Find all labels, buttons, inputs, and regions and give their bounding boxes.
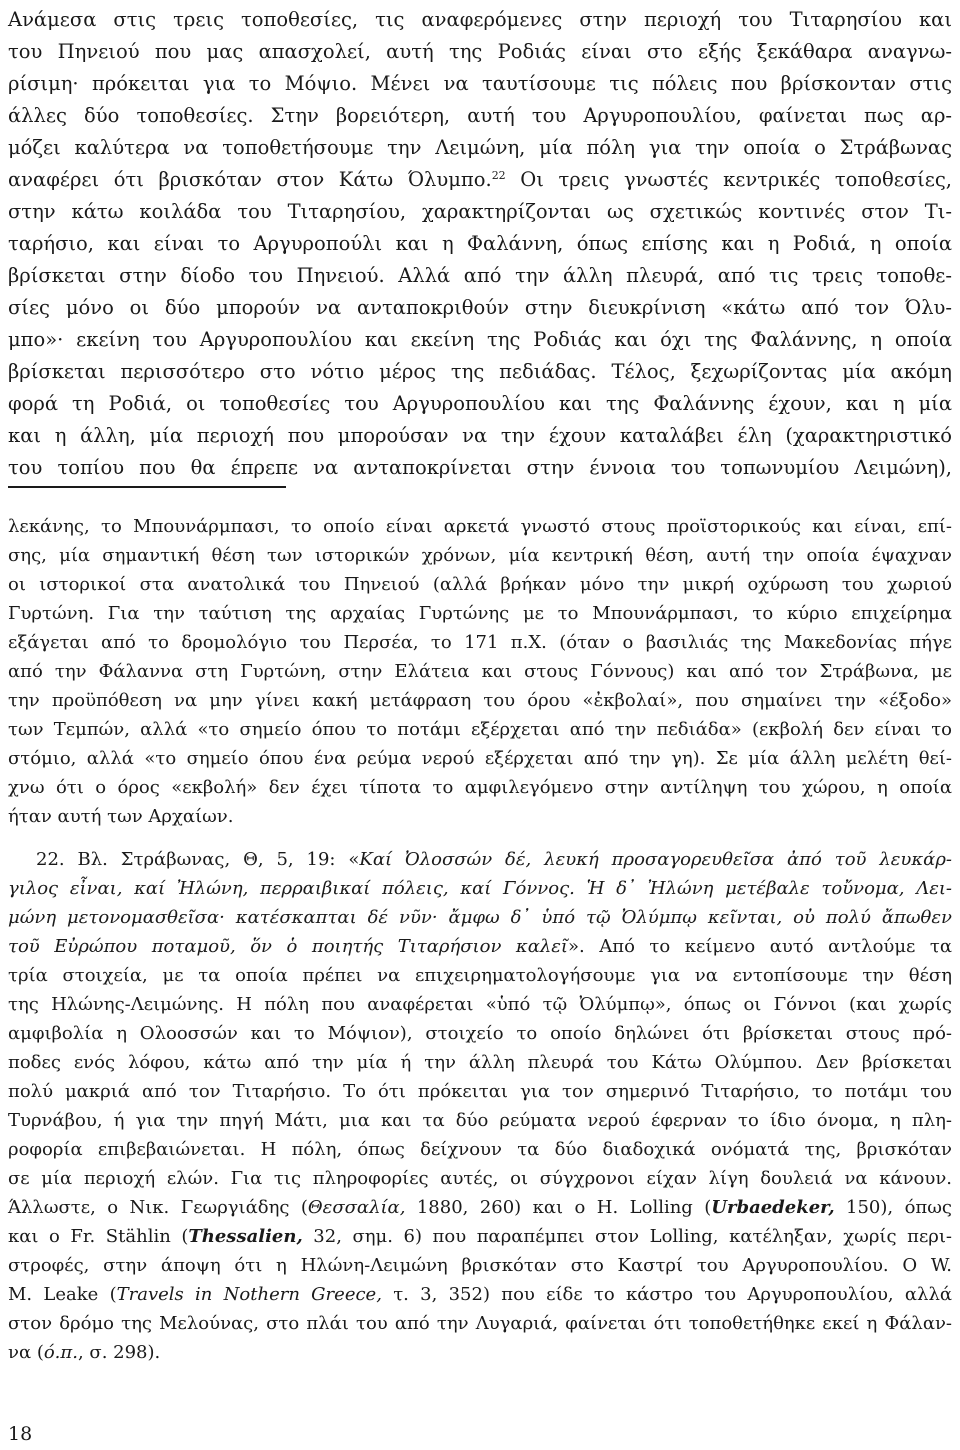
footnote-line: εξάγεται από το δρομολόγιο του Περσέα, το 171 π.Χ. (όταν ο βασιλιάς της Μακεδονίας πήγε [8,632,952,653]
text-segment: αναφέρει ότι βρισκόταν στον Κάτω Όλυμπο. [8,168,492,191]
footnote-22-line [8,1280,952,1309]
footnote-line: από την Φάλαννα στη Γυρτώνη, στην Ελάτεια και στους Γόννους) και από τον Στράβωνα, με [8,661,952,682]
text-segment: M. Leake ( [8,1284,117,1305]
footnote-22-line: τρία στοιχεία, με τα οποία πρέπει να επιχειρηματολογήσουμε για να εντοπίσουμε την θέση [8,965,952,986]
footnote-22-line [8,1222,952,1251]
text-line: του τοπίου που θα έπρεπε να ανταποκρίνεται στην έννοια του τοπωνυμίου Λειμώνη), [8,456,952,479]
greek-quotation: Καί Ὀλοσσών δέ, λευκή προσαγορευθεῖσα ἀπό τοῦ λευκάρ- [359,849,952,870]
text-line: ρίσιμη· πρόκειται για το Μόψιο. Μένει να ταυτίσουμε τις πόλεις που βρίσκονταν στις [8,72,952,95]
text-segment: και ο Fr. Stählin ( [8,1226,189,1247]
greek-quotation: τοῦ Εὐρώπου ποταμοῦ, ὅν ὁ ποιητής Τιταρήσιον καλεῖ [8,936,568,957]
footnote-line: χνω ότι ο όρος «εκβολή» δεν έχει τίποτα το αμφιλεγόμενο στην αντίληψη του χώρου, η οποία [8,777,952,798]
text-segment: 150), όπως [834,1197,952,1218]
text-line: σίες μόνο οι δύο μπορούν να ανταποκριθούν στην διευκρίνιση «κάτω από τον Όλυ- [8,296,952,319]
text-segment: , σ. 298). [77,1342,161,1363]
text-line: ταρήσιο, και είναι το Αργυροπούλι και η Φαλάννη, όπως επίσης και η Ροδιά, η οποία [8,232,952,255]
italic-title: Travels in Nothern Greece, [116,1284,382,1305]
footnote-line: στόμιο, αλλά «το σημείο όπου ένα ρεύμα νερού εξέρχεται από την γη). Σε μία άλλη μελέτη θεί- [8,748,952,769]
footnote-22-line [8,1193,952,1222]
text-line: φορά τη Ροδιά, οι τοποθεσίες του Αργυροπουλίου και της Φαλάννης έχουν, και η μία [8,392,952,415]
footnote-reference[interactable]: 22 [491,169,506,182]
footnote-divider [8,486,286,488]
text-segment: ». Από το κείμενο αυτό αντλούμε τα [568,936,953,957]
text-line: άλλες δύο τοποθεσίες. Στην βορειότερη, αυτή του Αργυροπουλίου, φαίνεται πως αρ- [8,104,952,127]
footnote-22-line [8,903,952,932]
text-segment: 1880, 260) και ο H. Lolling ( [405,1197,712,1218]
greek-quotation: γιλος εἶναι, καί Ἠλώνη, περραιβικαί πόλεις, καί Γόννος. Ἡ δ᾽ Ἠλώνη μετέβαλε τοὔνομα, Λει- [8,878,952,899]
footnote-22-line: σε μία περιοχή ελών. Για τις πληροφορίες αυτές, οι σύγχρονοι είχαν λίγη δουλειά να κάνουν. [8,1168,952,1189]
text-segment: να ( [8,1342,44,1363]
footnote-22-line: της Ηλώνης-Λειμώνης. Η πόλη που αναφέρεται «ὑπό τῷ Ὀλύμπῳ», όπως οι Γόννοι (και χωρίς [8,994,952,1015]
footnote-22-line [8,932,952,961]
footnote-line: των Τεμπών, αλλά «το σημείο όπου το ποτάμι εξέρχεται από την πεδιάδα» (εκβολή δεν είναι το [8,719,952,740]
italic-title: Thessalien, [188,1226,303,1247]
text-segment: Οι τρεις γνωστές κεντρικές τοποθεσίες, [505,168,952,191]
footnote-22-line: στροφές, στην άποψη ότι η Ηλώνη-Λειμώνη βρισκόταν στο Καστρί του Αργυροπουλίου. Ο W. [8,1255,952,1276]
greek-quotation: μώνη μετονομασθεῖσα· κατέσκαπται δέ νῦν· ἄμφω δ᾽ ὑπό τῷ Ὀλύμπῳ κεῖνται, οὐ πολύ ἄπωθεν [8,907,952,928]
footnote-line: οι ιστορικοί στα ανατολικά του Πηνειού (αλλά βρήκαν μόνο την μικρή οχύρωση του χωριού [8,574,952,595]
footnote-22-line [8,1338,952,1367]
text-line: μπο»· εκείνη του Αργυροπουλίου και εκείνη της Ροδιάς και όχι της Φαλάννης, η οποία [8,328,952,351]
text-line: βρίσκεται στην δίοδο του Πηνειού. Αλλά από την άλλη πλευρά, από τις τρεις τοποθε- [8,264,952,287]
footnote-line: ήταν αυτή των Αρχαίων. [8,806,234,827]
text-line: και η άλλη, μία περιοχή που μπορούσαν να την έχουν καταλάβει έλη (χαρακτηριστικό [8,424,952,447]
italic-title: Urbaedeker, [711,1197,835,1218]
footnote-22-line: ροφορία επιβεβαιώνεται. Η πόλη, όπως δείχνουν τα δύο διαδοχικά ονόματά της, βρισκόταν [8,1139,952,1160]
text-segment: 32, σημ. 6) που παραπέμπει στον Lolling, κατέληξαν, χωρίς περι- [302,1226,952,1247]
text-line: του Πηνειού που μας απασχολεί, αυτή της Ροδιάς είναι στο εξής ξεκάθαρα αναγνω- [8,40,952,63]
text-line: μόζει καλύτερα να τοποθετήσουμε την Λειμώνη, μία πόλη για την οποία ο Στράβωνας [8,136,952,159]
text-line [8,164,952,196]
footnote-line: Γυρτώνη. Για την ταύτιση της αρχαίας Γυρτώνης με το Μπουνάρμπασι, το κύριο επιχείρημα [8,603,952,624]
footnote-22-line: αμφιβολία η Ολοοσσών και το Μόψιον), στοιχείο το οποίο δηλώνει ότι βρίσκεται στους πρό- [8,1023,952,1044]
footnote-22-line: στον δρόμο της Μελούνας, στο πλάι του από την Λυγαριά, φαίνεται ότι τοποθετήθηκε εκεί η Φάλαν- [8,1313,952,1334]
footnote-22-line: ποδες ενός λόφου, κάτω από την μία ή την άλλη πλευρά του Κάτω Ολύμπου. Δεν βρίσκεται [8,1052,952,1073]
footnote-line: την προϋπόθεση να μην γίνει κακή μετάφραση του όρου «ἐκβολαί», που σημαίνει την «έξοδο» [8,690,952,711]
footnote-line: λεκάνης, το Μπουνάρμπασι, το οποίο είναι αρκετά γνωστό στους προϊστορικούς και είναι, επί- [8,516,952,537]
text-segment: 22. Βλ. Στράβωνας, Θ, 5, 19: « [36,849,360,870]
footnote-22-line [8,874,952,903]
page-number: 18 [8,1423,33,1445]
footnote-22-line: Τυρνάβου, ή για την πηγή Μάτι, μια και τα δύο ρεύματα νερού έφερναν το ίδιο όνομα, η πλη- [8,1110,952,1131]
footnote-22-line: πολύ μακριά από τον Τιταρήσιο. Το ότι πρόκειται για τον σημερινό Τιταρήσιο, το ποτάμι του [8,1081,952,1102]
footnote-line: σης, μία σημαντική θέση των ιστορικών χρόνων, μία κεντρική θέση, αυτή την οποία έψαχναν [8,545,952,566]
text-segment: Άλλωστε, ο Νικ. Γεωργιάδης ( [8,1197,308,1218]
italic-title: Θεσσαλία, [307,1197,406,1218]
italic-abbreviation: ό.π. [43,1342,78,1363]
footnote-22-line [36,845,952,874]
text-line: στην κάτω κοιλάδα του Τιταρησίου, χαρακτηρίζονται ως σχετικώς κοντινές στον Τι- [8,200,952,223]
text-line: βρίσκεται περισσότερο στο νότιο μέρος της πεδιάδας. Τέλος, ξεχωρίζοντας μία ακόμη [8,360,952,383]
text-segment: τ. 3, 352) που είδε το κάστρο του Αργυροπουλίου, αλλά [381,1284,953,1305]
text-line: Ανάμεσα στις τρεις τοποθεσίες, τις αναφερόμενες στην περιοχή του Τιταρησίου και [8,8,952,31]
